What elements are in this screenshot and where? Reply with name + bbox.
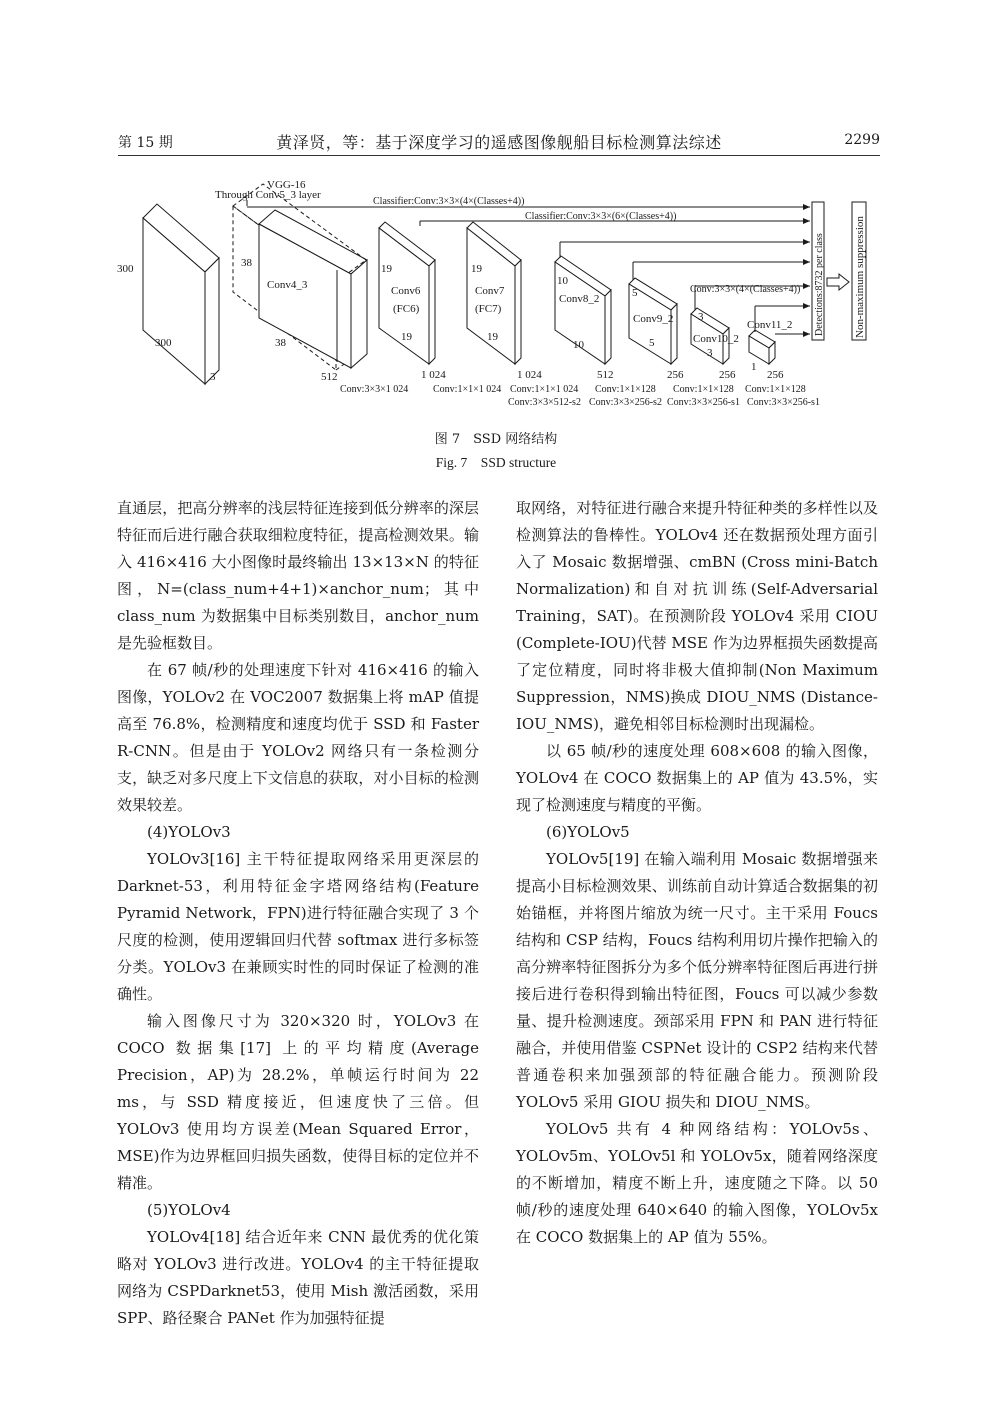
conv6-channels: 1 024 xyxy=(421,369,446,381)
classifier-2-label: Classifier:Conv:3×3×(6×(Classes+4)) xyxy=(525,211,677,222)
conv10-width: 3 xyxy=(707,347,713,359)
left-column xyxy=(117,495,479,1332)
row1-label: Conv:1×1×128 xyxy=(595,384,656,395)
row1-label: Conv:3×3×1 024 xyxy=(340,384,409,395)
paragraph: YOLOv4[18] 结合近年来 CNN 最优秀的优化策略对 YOLOv3 进行改进。YOLOv4 的主干特征提取网络为 CSPDarknet53，使用 Mish 激活函数，采用 SPP、路径聚合 PANet 作为加强特征提 xyxy=(117,1228,479,1327)
figure-caption-en: Fig. 7 SSD structure xyxy=(435,455,557,470)
vgg-height: 38 xyxy=(241,257,252,269)
conv11-height: 1 xyxy=(751,361,757,373)
paragraph: YOLOv5[19] 在输入端利用 Mosaic 数据增强来提高小目标检测效果、训练前自动计算适合数据集的初始锚框，并将图片缩放为统一尺寸。主干采用 Foucs 结构和 CSP 结构，Foucs 结构利用切片操作把输入的高分辨率特征图拆分为多个低分辨率特征图后再进行拼接后进行卷积得到输出特征图，Foucs 可以减少参数量、提升检测速度。颈部采用 FPN 和 PAN 进行特征融合，并使用借鉴 CSPNet 设计的 CSP2 结构来代替普通卷积来加强颈部的特征融合能力。预测阶段 YOLOv5 采用 GIOU 损失和 DIOU_NMS。 xyxy=(516,850,878,1111)
conv9-name: Conv9_2 xyxy=(633,313,674,325)
conv11-2-block xyxy=(749,330,775,364)
conv7-name: Conv7 xyxy=(475,285,505,297)
vgg-channels: 512 xyxy=(321,371,338,383)
row2-label: Conv:3×3×256-s1 xyxy=(747,397,820,408)
section-heading: (6)YOLOv5 xyxy=(546,823,630,841)
detections-label: Detections:8732 per class xyxy=(814,233,825,336)
input-block xyxy=(143,204,219,384)
paragraph: 以 65 帧/秒的速度处理 608×608 的输入图像，YOLOv4 在 COCO 数据集上的 AP 值为 43.5%，实现了检测速度与精度的平衡。 xyxy=(516,742,878,814)
ssd-structure-figure xyxy=(115,180,885,410)
conv6-height: 19 xyxy=(381,263,392,275)
right-column xyxy=(516,495,878,1251)
conv7-height: 19 xyxy=(471,263,482,275)
section-heading: (5)YOLOv4 xyxy=(147,1201,231,1219)
conv8-width: 10 xyxy=(573,339,584,351)
figure-caption-cn: 图 7 SSD 网络结构 xyxy=(434,432,558,447)
conv-row-1 xyxy=(340,384,806,395)
row2-label: Conv:3×3×256-s2 xyxy=(589,397,662,408)
conv7-sub: (FC7) xyxy=(475,303,502,315)
ssd-diagram xyxy=(115,180,885,410)
classifier-1-label: Classifier:Conv:3×3×(4×(Classes+4)) xyxy=(373,196,525,207)
header-rule xyxy=(118,155,880,156)
paragraph: YOLOv5 共有 4 种网络结构：YOLOv5s、YOLOv5m、YOLOv5l 和 YOLOv5x，随着网络深度的不断增加，精度不断上升，速度随之下降。以 50 帧/秒的速度处理 640×640 的输入图像，YOLOv5x 在 COCO 数据集上的 AP 值为 55%。 xyxy=(516,1120,878,1246)
input-channels: 3 xyxy=(210,371,216,383)
paragraph: YOLOv3[16] 主干特征提取网络采用更深层的 Darknet-53，利用特征金字塔网络结构(Feature Pyramid Network，FPN)进行特征融合实现了 3 个尺度的检测，使用逻辑回归代替 softmax 进行多标签分类。YOLOv3 在兼顾实时性的同时保证了检测的准确性。 xyxy=(117,850,479,1003)
vgg-width: 38 xyxy=(275,337,286,349)
conv11-name: Conv11_2 xyxy=(747,319,793,331)
row1-label: Conv:1×1×128 xyxy=(745,384,806,395)
row1-label: Conv:1×1×128 xyxy=(673,384,734,395)
conv10-name: Conv10_2 xyxy=(693,333,739,345)
classifier-3-label: Conv:3×3×(4×(Classes+4)) xyxy=(690,284,801,295)
input-height: 300 xyxy=(117,263,134,275)
paragraph: 在 67 帧/秒的处理速度下针对 416×416 的输入图像，YOLOv2 在 VOC2007 数据集上将 mAP 值提高至 76.8%，检测精度和速度均优于 SSD 和 Faster R-CNN。但是由于 YOLOv2 网络只有一条检测分支，缺乏对多尺度上下文信息的获取，对小目标的检测效果较差。 xyxy=(117,661,479,814)
conv10-height: 3 xyxy=(698,311,704,323)
paragraph: 输入图像尺寸为 320×320 时，YOLOv3 在 COCO 数据集[17] 上的平均精度(Average Precision，AP)为 28.2%，单帧运行时间为 22 ms，与 SSD 精度接近，但速度快了三倍。但 YOLOv3 使用均方误差(Mean Squared Error，MSE)作为边界框回归损失函数，使得目标的定位并不精准。 xyxy=(117,1012,479,1192)
conv6-name: Conv6 xyxy=(391,285,421,297)
paragraph: 直通层，把高分辨率的浅层特征连接到低分辨率的深层特征而后进行融合获取细粒度特征，提高检测效果。输入 416×416 大小图像时最终输出 13×13×N 的特征图，N=(class_num+4+1)×anchor_num；其中 class_num 为数据集中目标类别数目，anchor_num 是先验框数目。 xyxy=(117,499,479,652)
conv-row-2 xyxy=(508,397,820,408)
row1-label: Conv:1×1×1 024 xyxy=(433,384,502,395)
row1-label: Conv:1×1×1 024 xyxy=(510,384,579,395)
conv6-width: 19 xyxy=(401,331,412,343)
vgg-label-1: VGG-16 xyxy=(267,180,306,191)
conv9-channels: 256 xyxy=(667,369,684,381)
conv10-channels: 256 xyxy=(719,369,736,381)
conv4-3-label: Conv4_3 xyxy=(267,279,308,291)
issue-number: 第 15 期 xyxy=(118,135,173,151)
section-heading: (4)YOLOv3 xyxy=(147,823,231,841)
running-title: 黄泽贤，等：基于深度学习的遥感图像舰船目标检测算法综述 xyxy=(276,133,722,152)
vgg-label-2: Through Conv5_3 layer xyxy=(215,189,321,201)
conv8-name: Conv8_2 xyxy=(559,293,600,305)
row2-label: Conv:3×3×256-s1 xyxy=(667,397,740,408)
conv9-width: 5 xyxy=(649,337,655,349)
nms-label: Non-maximum suppression xyxy=(854,216,866,338)
conv6-sub: (FC6) xyxy=(393,303,420,315)
conv8-channels: 512 xyxy=(597,369,614,381)
conv8-height: 10 xyxy=(557,275,568,287)
row2-label: Conv:3×3×512-s2 xyxy=(508,397,581,408)
conv7-channels: 1 024 xyxy=(517,369,542,381)
conv11-channels: 256 xyxy=(767,369,784,381)
paragraph: 取网络，对特征进行融合来提升特征种类的多样性以及检测算法的鲁棒性。YOLOv4 还在数据预处理方面引入了 Mosaic 数据增强、cmBN (Cross mini-Batch Normalization)和自对抗训练(Self-Adversarial Training，SAT)。在预测阶段 YOLOv4 采用 CIOU (Complete-IOU)代替 MSE 作为边界框损失函数提高了定位精度，同时将非极大值抑制(Non Maximum Suppression，NMS)换成 DIOU_NMS (Distance-IOU_NMS)，避免相邻目标检测时出现漏检。 xyxy=(516,499,878,733)
conv7-width: 19 xyxy=(487,331,498,343)
input-width: 300 xyxy=(155,337,172,349)
conv9-height: 5 xyxy=(632,287,638,299)
page-number: 2299 xyxy=(844,132,880,148)
running-header xyxy=(118,126,880,156)
